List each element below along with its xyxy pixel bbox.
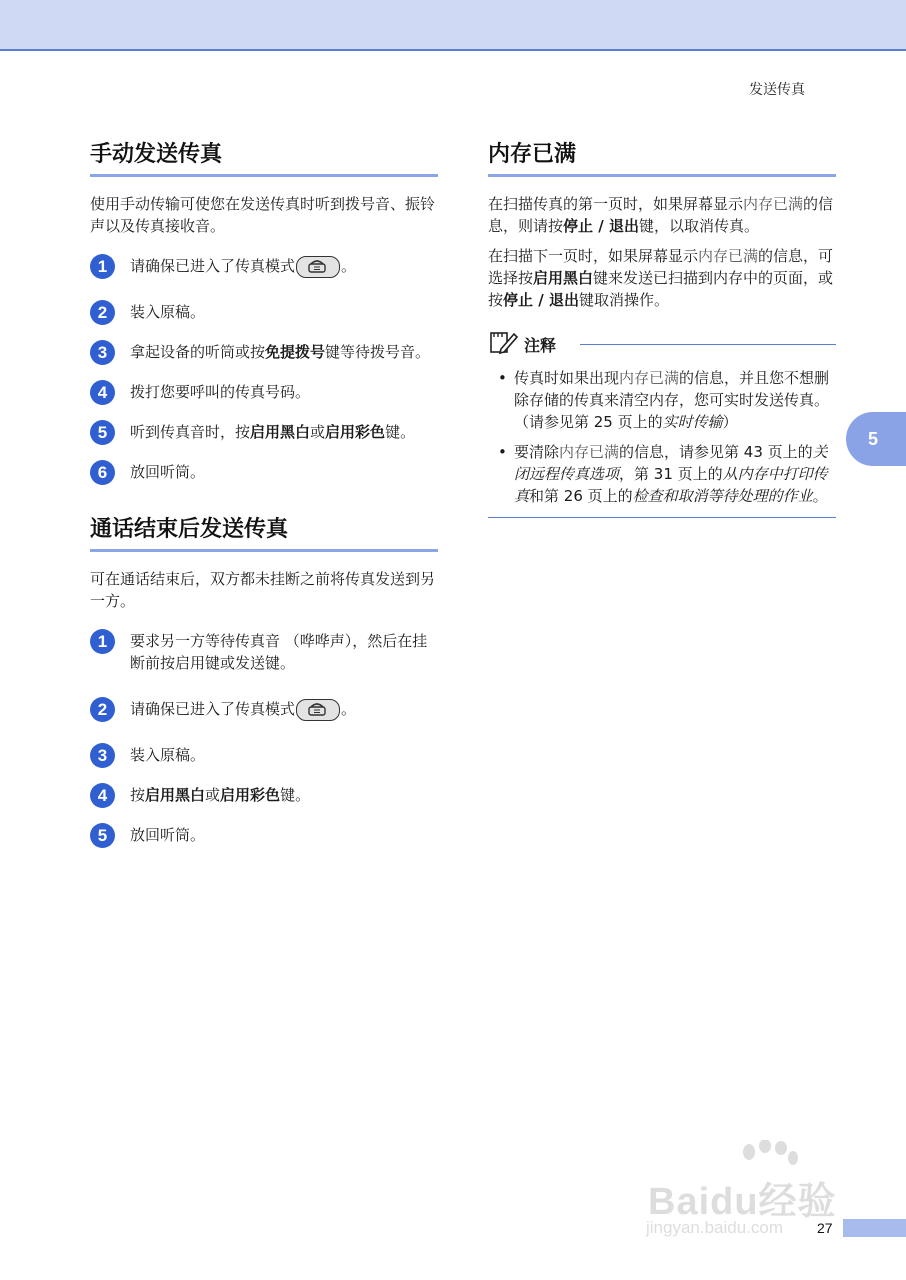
step-item bbox=[90, 301, 438, 325]
fax-mode-button-icon bbox=[296, 699, 340, 721]
step-item bbox=[90, 461, 438, 485]
text: 和第 26 页上的 bbox=[529, 487, 633, 505]
step-number: 1 bbox=[90, 629, 115, 654]
text: ，第 31 页上的 bbox=[619, 465, 723, 483]
text: 键取消操作。 bbox=[578, 291, 669, 309]
step-number: 5 bbox=[90, 420, 115, 445]
step-number: 2 bbox=[90, 300, 115, 325]
text: 。 bbox=[812, 487, 828, 505]
step-item bbox=[90, 744, 438, 768]
key-name: 启用黑白 bbox=[533, 269, 594, 287]
key-name: 停止 / 退出 bbox=[503, 291, 579, 309]
lcd-message: 内存已满 bbox=[559, 443, 620, 461]
note-item bbox=[488, 367, 836, 433]
step-number: 3 bbox=[90, 743, 115, 768]
note-list bbox=[488, 367, 836, 507]
step-item bbox=[90, 381, 438, 405]
step-number: 5 bbox=[90, 823, 115, 848]
text: 键，以取消传真。 bbox=[638, 217, 759, 235]
step-item bbox=[90, 255, 438, 279]
step-text-end: 键。 bbox=[385, 423, 416, 441]
watermark-url: jingyan.baidu.com bbox=[646, 1218, 784, 1237]
page-number-bar bbox=[843, 1219, 906, 1237]
step-text-end: 键。 bbox=[280, 786, 311, 804]
text: 的信息，则请按 bbox=[488, 195, 834, 235]
fax-mode-button-icon bbox=[296, 256, 340, 278]
section-title-manual-fax: 手动发送传真 bbox=[90, 140, 438, 177]
step-number: 2 bbox=[90, 697, 115, 722]
step-text-end: 。 bbox=[341, 257, 357, 275]
text: 在扫描传真的第一页时，如果屏幕显示 bbox=[488, 195, 744, 213]
text: 键来发送已扫描到内存中的页面，或按 bbox=[488, 269, 834, 309]
cross-reference: 关闭远程传真选项 bbox=[514, 443, 828, 483]
paragraph bbox=[488, 193, 836, 237]
step-text: 拿起设备的听筒或按 bbox=[130, 343, 266, 361]
section-intro: 使用手动传输可使您在发送传真时听到拨号音、振铃声以及传真接收音。 bbox=[90, 195, 436, 235]
cross-reference: 从内存中打印传真 bbox=[514, 465, 828, 505]
step-item bbox=[90, 698, 438, 722]
cross-reference: 检查和取消等待处理的作业 bbox=[632, 487, 813, 505]
lcd-message: 内存已满 bbox=[743, 195, 804, 213]
step-item bbox=[90, 421, 438, 445]
step-text: 或 bbox=[310, 423, 326, 441]
step-text: 要求另一方等待传真音 （哗哗声），然后在挂断前按启用键或发送键。 bbox=[130, 632, 428, 672]
step-item bbox=[90, 784, 438, 808]
paragraph bbox=[488, 245, 836, 311]
right-column bbox=[488, 140, 836, 518]
text: 的信息，可选择按 bbox=[488, 247, 834, 287]
step-item bbox=[90, 630, 438, 674]
step-text-end: 。 bbox=[341, 700, 357, 718]
step-text: 按 bbox=[130, 786, 146, 804]
step-item bbox=[90, 341, 438, 365]
step-text-end: 键等待拨号音。 bbox=[325, 343, 431, 361]
lcd-message: 内存已满 bbox=[619, 369, 680, 387]
note-pencil-icon bbox=[488, 329, 518, 359]
step-text: 放回听筒。 bbox=[130, 826, 206, 844]
header-band bbox=[0, 0, 906, 51]
key-name: 启用黑白 bbox=[250, 423, 311, 441]
step-text: 请确保已进入了传真模式 bbox=[130, 700, 296, 718]
step-number: 4 bbox=[90, 380, 115, 405]
step-text: 装入原稿。 bbox=[130, 303, 206, 321]
step-text: 或 bbox=[205, 786, 221, 804]
text: 的信息，请参见第 43 页上的 bbox=[619, 443, 813, 461]
step-text: 装入原稿。 bbox=[130, 746, 206, 764]
watermark-brand: Baidu经验 bbox=[648, 1181, 837, 1223]
note-header bbox=[488, 329, 836, 359]
step-text: 放回听筒。 bbox=[130, 463, 206, 481]
note-bottom-rule bbox=[488, 517, 836, 518]
key-name: 启用彩色 bbox=[325, 423, 386, 441]
text: 的信息，并且您不想删除存储的传真来清空内存，您可实时发送传真。（请参见第 25 页上的 bbox=[514, 369, 830, 431]
chapter-tab: 5 bbox=[846, 412, 906, 466]
section-title-after-call: 通话结束后发送传真 bbox=[90, 515, 438, 552]
key-name: 启用黑白 bbox=[145, 786, 206, 804]
left-column bbox=[90, 140, 438, 848]
section-title-memory-full: 内存已满 bbox=[488, 140, 836, 177]
key-name: 停止 / 退出 bbox=[563, 217, 639, 235]
text: 要清除 bbox=[514, 443, 560, 461]
step-number: 4 bbox=[90, 783, 115, 808]
step-text: 请确保已进入了传真模式 bbox=[130, 257, 296, 275]
step-text: 拨打您要呼叫的传真号码。 bbox=[130, 383, 311, 401]
page-number: 27 bbox=[817, 1220, 833, 1236]
text: 在扫描下一页时，如果屏幕显示 bbox=[488, 247, 699, 265]
text: ） bbox=[722, 413, 738, 431]
step-item bbox=[90, 824, 438, 848]
step-number: 3 bbox=[90, 340, 115, 365]
step-list bbox=[90, 630, 438, 848]
note-title: 注释 bbox=[524, 335, 557, 355]
running-head: 发送传真 bbox=[749, 82, 805, 98]
step-text: 听到传真音时，按 bbox=[130, 423, 251, 441]
step-list bbox=[90, 255, 438, 485]
section-intro: 可在通话结束后，双方都未挂断之前将传真发送到另一方。 bbox=[90, 570, 436, 610]
note-divider bbox=[580, 344, 836, 345]
key-name: 启用彩色 bbox=[220, 786, 281, 804]
lcd-message: 内存已满 bbox=[698, 247, 759, 265]
key-name: 免提拨号 bbox=[265, 343, 326, 361]
step-number: 1 bbox=[90, 254, 115, 279]
text: 传真时如果出现 bbox=[514, 369, 620, 387]
step-number: 6 bbox=[90, 460, 115, 485]
cross-reference: 实时传输 bbox=[662, 413, 723, 431]
note-item bbox=[488, 441, 836, 507]
